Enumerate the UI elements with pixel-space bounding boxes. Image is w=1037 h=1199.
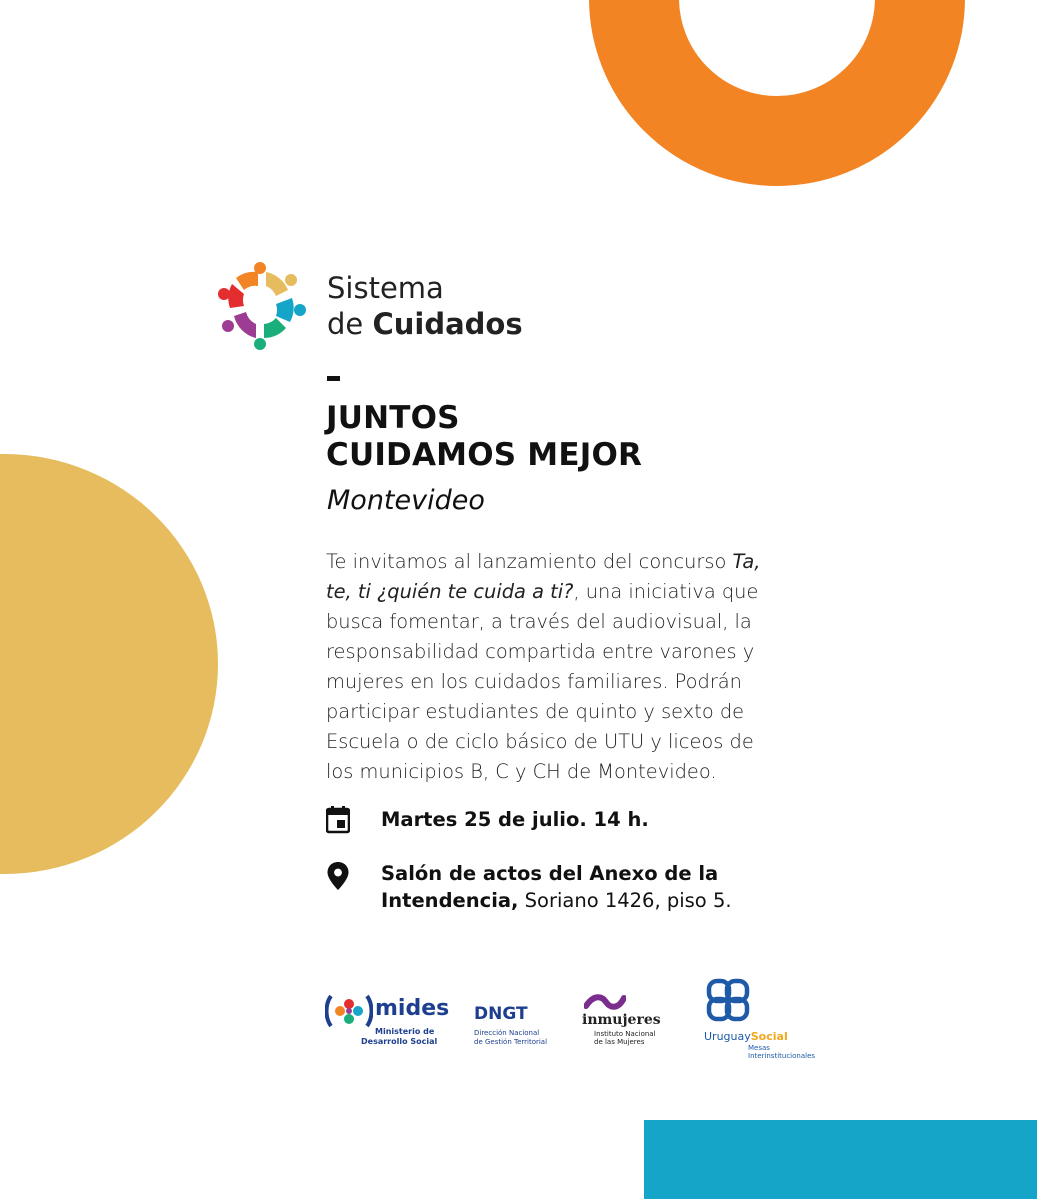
event-venue: [381, 860, 781, 914]
body-contest-name: Ta, te, ti ¿quién te cuida a ti?: [326, 550, 761, 603]
inmujeres-sub1: Instituto Nacional: [594, 1030, 656, 1038]
brand-title: [327, 270, 523, 342]
uruguay-social-sub2: Interinstitucionales: [748, 1052, 816, 1060]
mides-name: mides: [375, 996, 450, 1021]
location-pin-icon: [326, 862, 350, 890]
dngt-logo: [474, 1004, 564, 1050]
uruguay-social-name: [704, 1030, 788, 1043]
orange-ring-decoration: [589, 0, 965, 186]
mides-logo: [325, 994, 455, 1050]
mides-sub2: Desarrollo Social: [361, 1037, 438, 1046]
uruguay-social-logo: [704, 978, 824, 1064]
uruguay-social-name-b: Social: [750, 1030, 788, 1043]
dash-divider: [327, 376, 340, 381]
brand-line2-prefix: de: [327, 307, 373, 341]
body-part1: Te invitamos al lanzamiento del concurso: [326, 550, 733, 573]
headline-line2: CUIDAMOS MEJOR: [326, 437, 643, 473]
brand-line2: [327, 306, 523, 342]
event-date-text: Martes 25 de julio. 14 h.: [381, 808, 649, 831]
dngt-sub1: Dirección Nacional: [474, 1029, 540, 1037]
venue-bold: Salón de actos del Anexo de la Intendencia,: [381, 862, 719, 912]
dngt-sub2: de Gestión Territorial: [474, 1038, 548, 1046]
dngt-name: DNGT: [474, 1004, 528, 1024]
headline: [326, 400, 642, 474]
brand-line2-bold: Cuidados: [372, 307, 523, 341]
body-part2: , una iniciativa que busca fomentar, a través del audiovisual, la responsabilidad compartida entre varones y mujeres en los cuidados familiares. Podrán participar estudiantes de quinto y sexto de Escuela o de ciclo básico de UTU y liceos de los municipios B, C y CH de Montevideo.: [326, 580, 759, 783]
body-paragraph: [326, 547, 776, 787]
uruguay-social-knot-icon: [706, 978, 750, 1022]
mides-sub1: Ministerio de: [375, 1027, 435, 1036]
inmujeres-name: inmujeres: [582, 1012, 661, 1028]
calendar-icon: [326, 806, 350, 834]
mustard-circle-decoration: [0, 454, 218, 874]
event-date: [381, 806, 781, 833]
headline-line1: JUNTOS: [326, 400, 460, 436]
inmujeres-wave-icon: [584, 994, 626, 1012]
uruguay-social-sub1: Mesas: [748, 1044, 770, 1052]
headline-city: Montevideo: [327, 485, 485, 516]
uruguay-social-name-a: Uruguay: [704, 1030, 751, 1043]
sistema-cuidados-logo-icon: [214, 260, 306, 352]
inmujeres-sub2: de las Mujeres: [594, 1038, 645, 1046]
mides-star-icon: [325, 994, 373, 1028]
brand-line1: Sistema: [327, 271, 444, 305]
inmujeres-logo: [582, 994, 682, 1050]
blue-bar-decoration: [644, 1120, 1037, 1199]
venue-rest: Soriano 1426, piso 5.: [518, 889, 732, 912]
